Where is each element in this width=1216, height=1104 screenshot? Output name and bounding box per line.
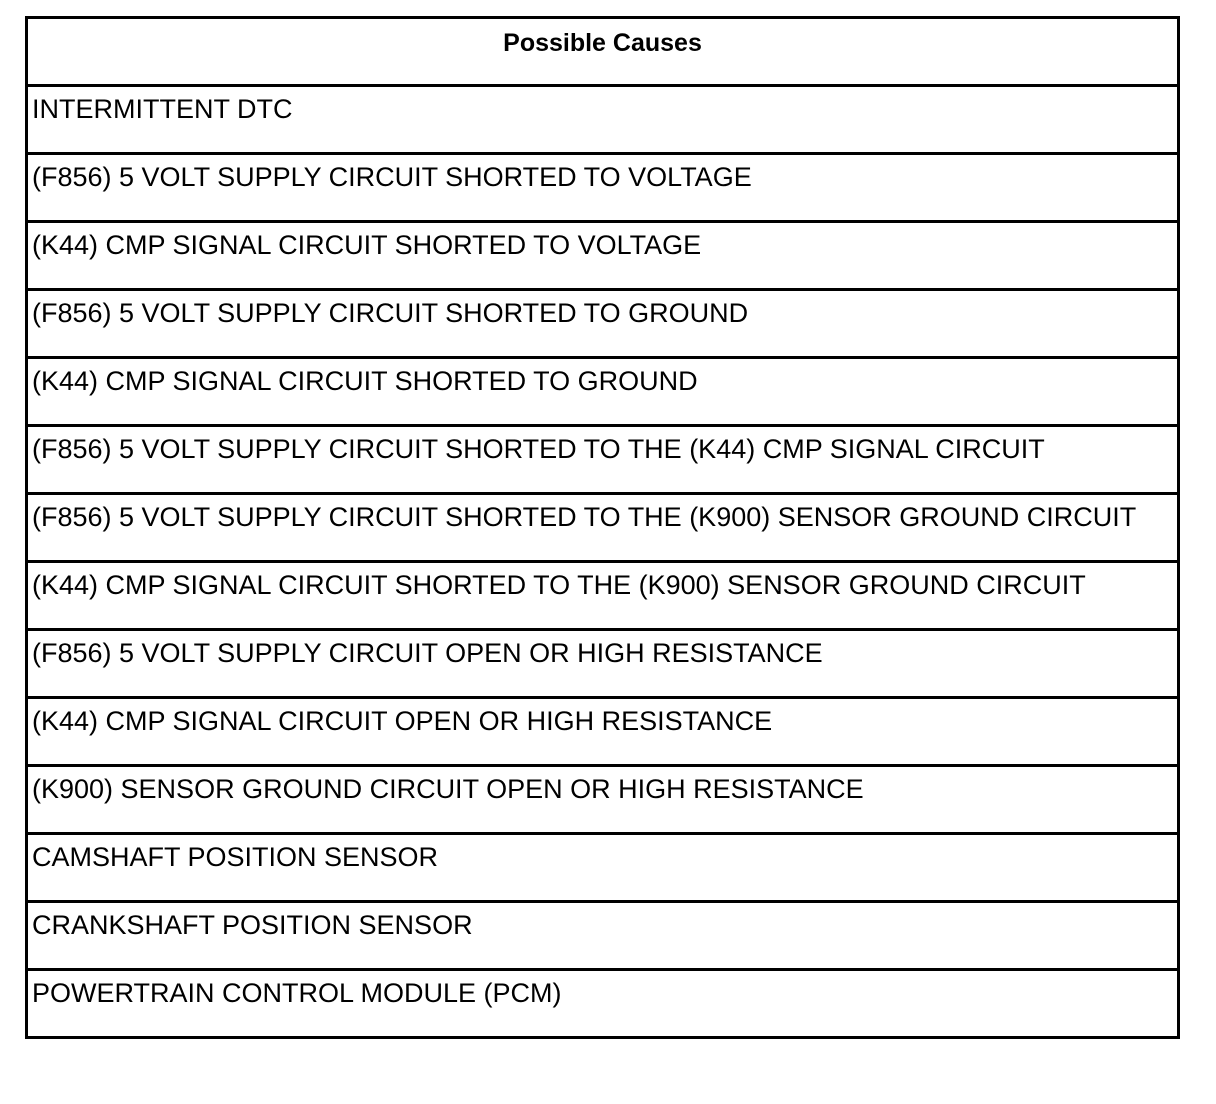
cause-cell: (F856) 5 VOLT SUPPLY CIRCUIT SHORTED TO VOLTAGE <box>27 154 1179 222</box>
cause-cell: (F856) 5 VOLT SUPPLY CIRCUIT OPEN OR HIGH RESISTANCE <box>27 630 1179 698</box>
table-row <box>27 426 1179 494</box>
cause-cell: INTERMITTENT DTC <box>27 86 1179 154</box>
table-row <box>27 222 1179 290</box>
table-row <box>27 494 1179 562</box>
table-row <box>27 698 1179 766</box>
table-row <box>27 154 1179 222</box>
table-row <box>27 834 1179 902</box>
cause-cell: (F856) 5 VOLT SUPPLY CIRCUIT SHORTED TO THE (K44) CMP SIGNAL CIRCUIT <box>27 426 1179 494</box>
cause-cell: (K44) CMP SIGNAL CIRCUIT OPEN OR HIGH RESISTANCE <box>27 698 1179 766</box>
cause-cell: (K44) CMP SIGNAL CIRCUIT SHORTED TO GROUND <box>27 358 1179 426</box>
table-header-possible-causes: Possible Causes <box>503 29 702 57</box>
cause-cell: (K44) CMP SIGNAL CIRCUIT SHORTED TO VOLTAGE <box>27 222 1179 290</box>
cause-cell: CAMSHAFT POSITION SENSOR <box>27 834 1179 902</box>
cause-cell: (F856) 5 VOLT SUPPLY CIRCUIT SHORTED TO THE (K900) SENSOR GROUND CIRCUIT <box>27 494 1179 562</box>
table-row <box>27 766 1179 834</box>
possible-causes-table <box>25 16 1180 1039</box>
table-row <box>27 290 1179 358</box>
table-row <box>27 86 1179 154</box>
cause-cell: CRANKSHAFT POSITION SENSOR <box>27 902 1179 970</box>
cause-cell: (K900) SENSOR GROUND CIRCUIT OPEN OR HIGH RESISTANCE <box>27 766 1179 834</box>
table-row <box>27 902 1179 970</box>
table-row <box>27 970 1179 1038</box>
table-row <box>27 562 1179 630</box>
table-row <box>27 358 1179 426</box>
cause-cell: (F856) 5 VOLT SUPPLY CIRCUIT SHORTED TO GROUND <box>27 290 1179 358</box>
table-header-row <box>27 18 1179 86</box>
cause-cell: POWERTRAIN CONTROL MODULE (PCM) <box>27 970 1179 1038</box>
cause-cell: (K44) CMP SIGNAL CIRCUIT SHORTED TO THE (K900) SENSOR GROUND CIRCUIT <box>27 562 1179 630</box>
table-row <box>27 630 1179 698</box>
